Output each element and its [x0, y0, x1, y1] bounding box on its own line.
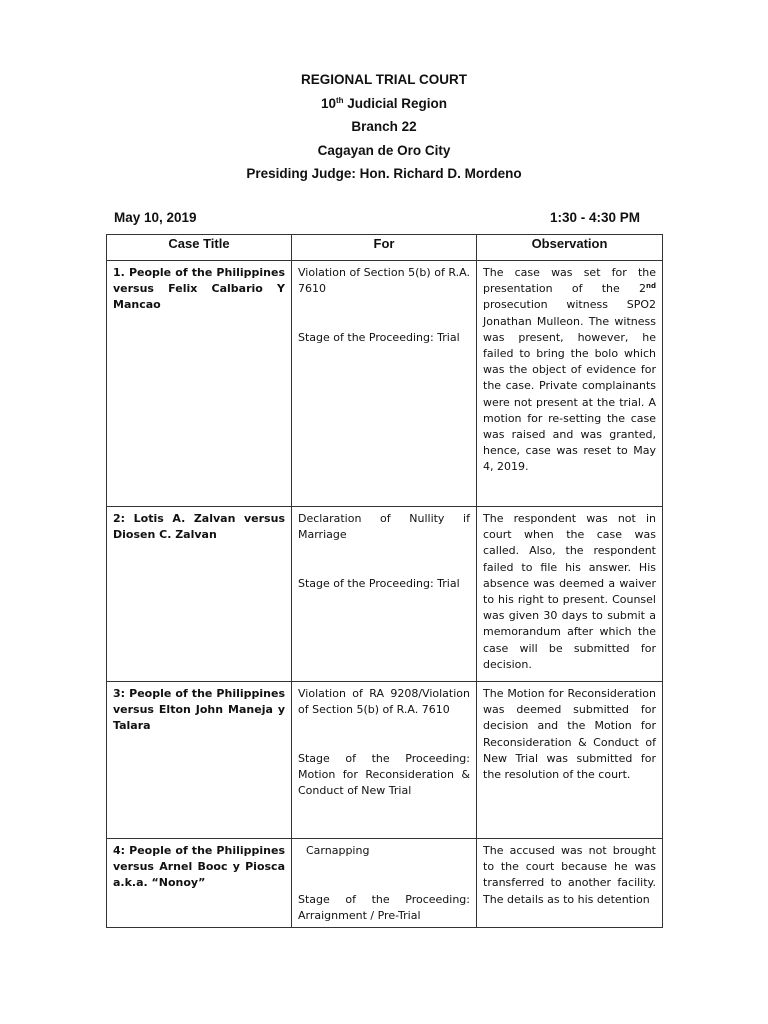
table-row	[107, 682, 663, 839]
table-row	[107, 839, 663, 928]
stage-of-proceeding: Stage of the Proceeding: Motion for Reconsideration & Conduct of New Trial	[298, 751, 470, 798]
table-header-row	[107, 235, 663, 261]
observation-cell: The Motion for Reconsideration was deemed submitted for decision and the Motion for Reconsideration & Conduct of New Trial was submitted for the resolution of the court.	[477, 682, 663, 839]
stage-of-proceeding: Stage of the Proceeding: Trial	[298, 330, 460, 344]
case-for-text: Violation of Section 5(b) of R.A. 7610	[298, 266, 470, 296]
case-for-cell	[292, 839, 477, 928]
case-title-cell: 3: People of the Philippines versus Elton John Maneja y Talara	[107, 682, 292, 839]
case-title-cell: 2: Lotis A. Zalvan versus Diosen C. Zalvan	[107, 507, 292, 682]
hearing-time: 1:30 - 4:30 PM	[549, 210, 640, 225]
case-table	[106, 234, 663, 928]
table-row	[107, 507, 663, 682]
city: Cagayan de Oro City	[317, 142, 451, 158]
document-header	[0, 68, 768, 186]
column-header-observation: Observation	[477, 235, 663, 261]
case-for-text: Violation of RA 9208/Violation of Section 5(b) of R.A. 7610	[298, 687, 470, 717]
case-for-text: Carnapping	[306, 844, 370, 857]
stage-of-proceeding: Stage of the Proceeding: Trial	[298, 576, 460, 590]
case-for-cell	[292, 682, 477, 839]
branch: Branch 22	[351, 119, 417, 134]
case-for-cell	[292, 507, 477, 682]
observation-cell: The respondent was not in court when the case was called. Also, the respondent failed to file his answer. His absence was deemed a waiver to his right to present. Counsel was given 30 days to submit a memorandum after which the case will be submitted for decision.	[477, 507, 663, 682]
court-name: REGIONAL TRIAL COURT	[300, 72, 467, 87]
date-time-line	[114, 210, 640, 225]
observation-cell: The case was set for the presentation of the 2nd prosecution witness SPO2 Jonathan Mulleon. The witness was present, however, he failed to bring the bolo which was the object of evidence for the case. Private complainants were not present at the trial. A motion for re-setting the case was raised and was granted, hence, case was reset to May 4, 2019.	[477, 261, 663, 507]
judicial-region: 10th Judicial Region	[320, 95, 448, 111]
column-header-for: For	[292, 235, 477, 261]
case-for-text: Declaration of Nullity if Marriage	[298, 512, 470, 542]
case-title-cell: 1. People of the Philippines versus Felix Calbario Y Mancao	[107, 261, 292, 507]
column-header-case-title: Case Title	[107, 235, 292, 261]
case-title-cell: 4: People of the Philippines versus Arnel Booc y Piosca a.k.a. “Nonoy”	[107, 839, 292, 928]
case-for-cell	[292, 261, 477, 507]
hearing-date: May 10, 2019	[114, 210, 197, 225]
presiding-judge: Presiding Judge: Hon. Richard D. Mordeno	[246, 166, 522, 181]
stage-of-proceeding: Stage of the Proceeding: Arraignment / Pre-Trial	[298, 892, 470, 922]
observation-cell: The accused was not brought to the court because he was transferred to another facility. The details as to his detention	[477, 839, 663, 928]
table-row	[107, 261, 663, 507]
